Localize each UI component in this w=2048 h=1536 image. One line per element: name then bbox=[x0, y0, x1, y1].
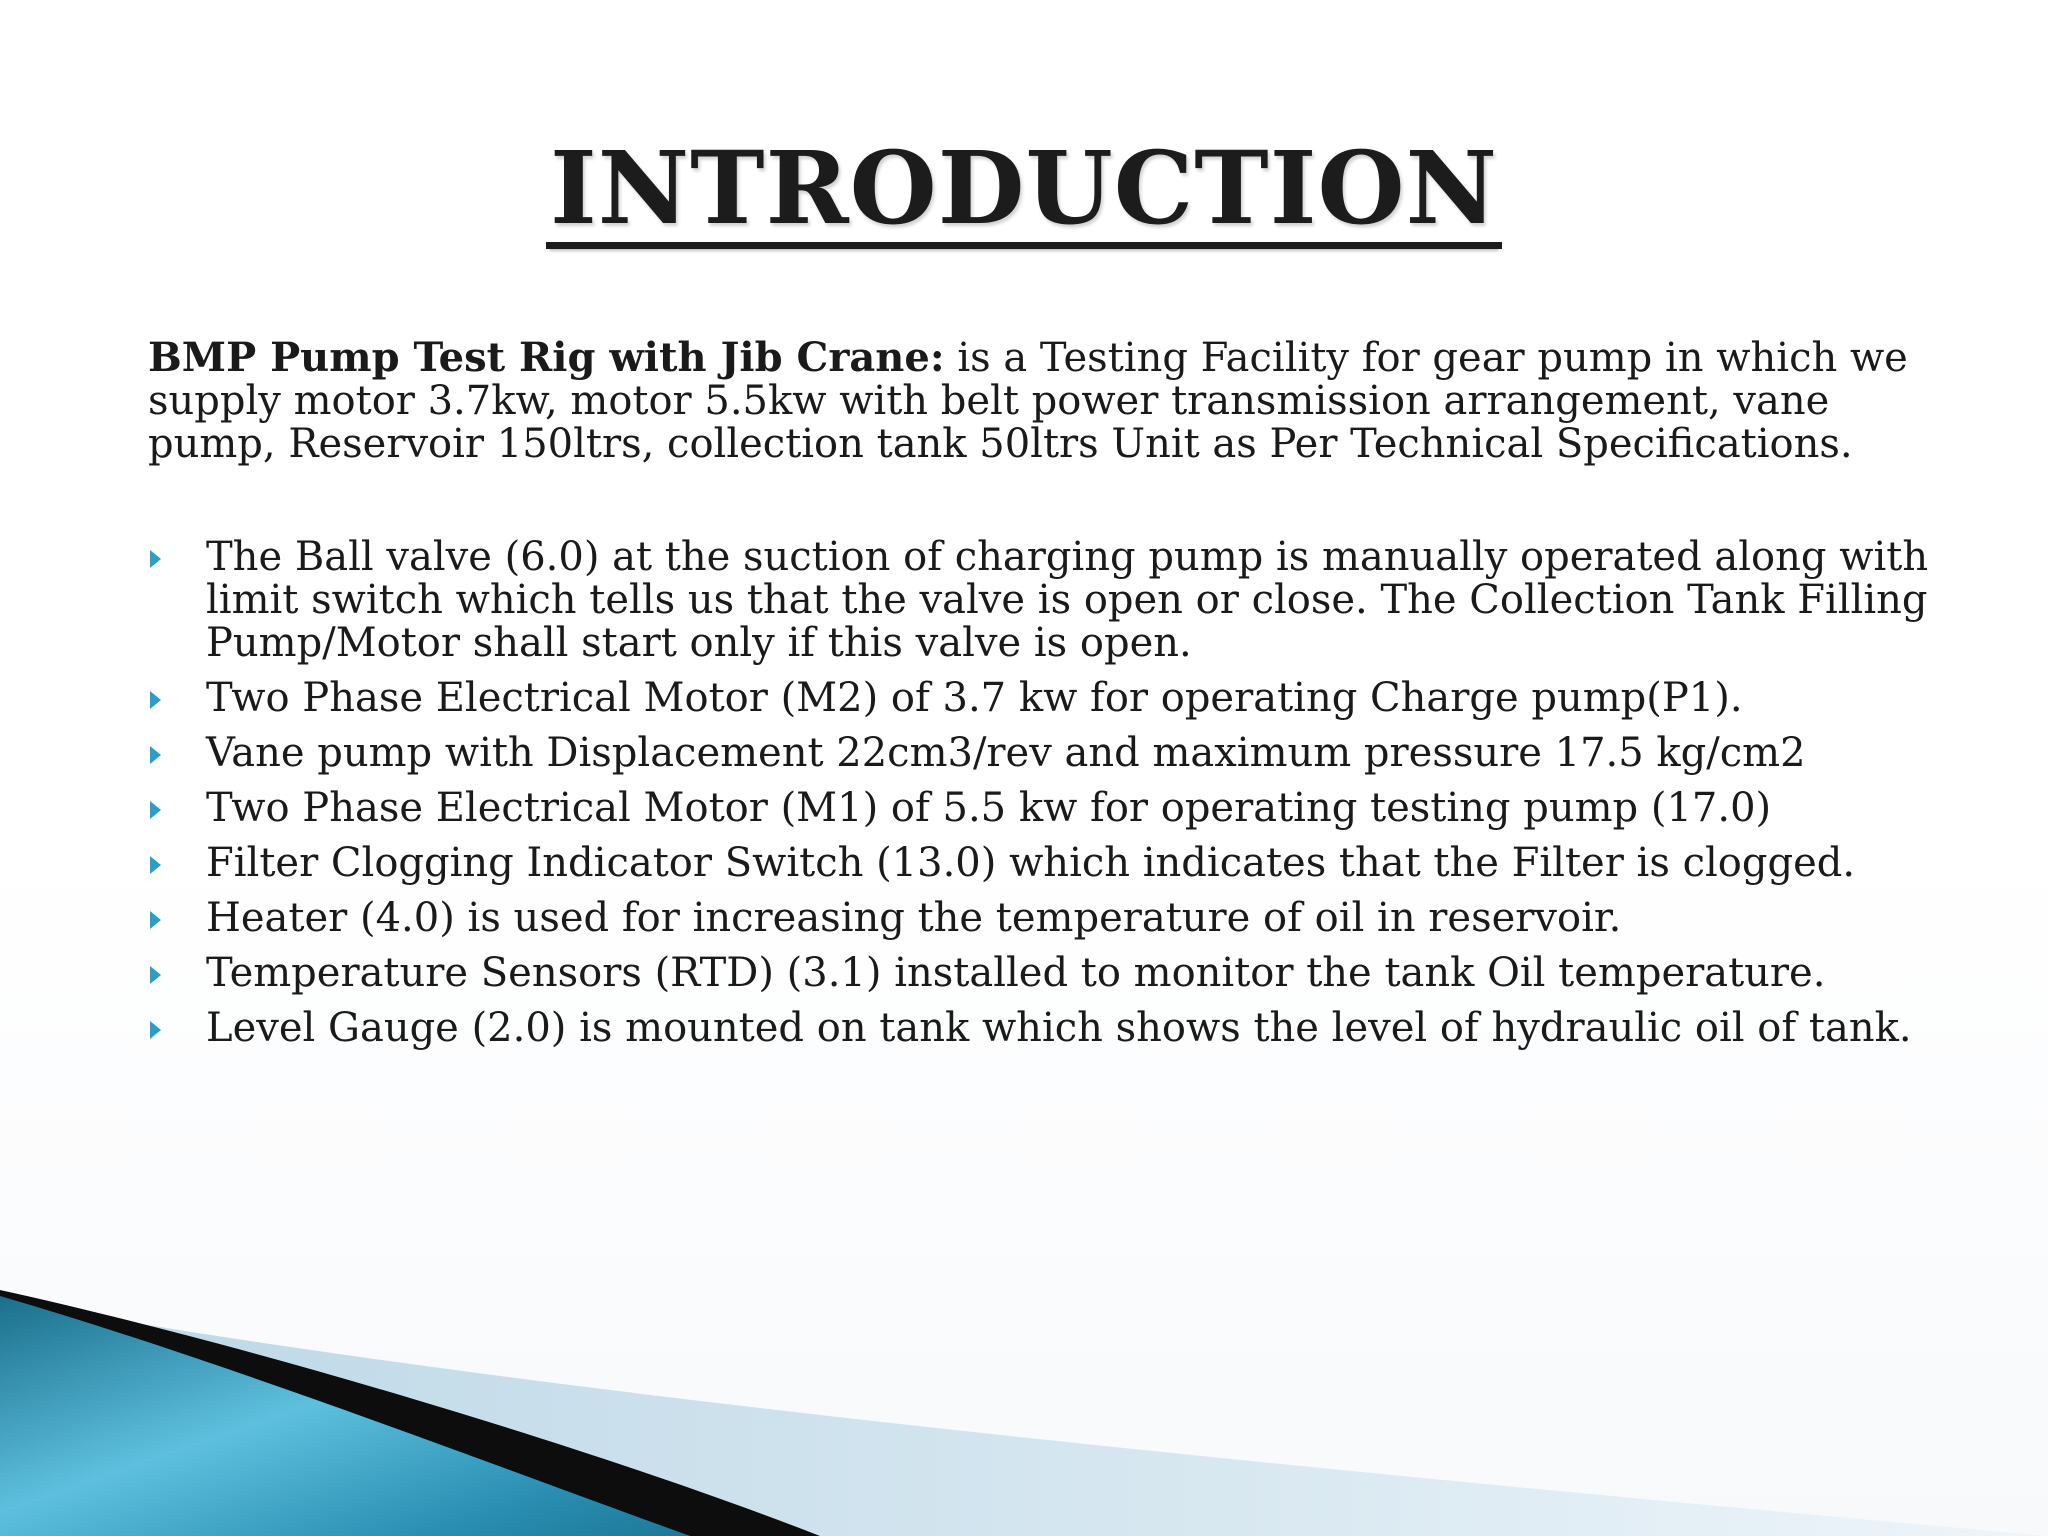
triangle-arrow-icon bbox=[150, 801, 161, 819]
bullet-item bbox=[148, 897, 1948, 940]
triangle-arrow-icon bbox=[150, 746, 161, 764]
bullet-text: The Ball valve (6.0) at the suction of charging pump is manually operated along with limit switch which tells us that the valve is open or close. The Collection Tank Filling Pump/Motor shall start only if this valve is open. bbox=[206, 534, 1929, 666]
slide-title bbox=[0, 129, 2048, 249]
bullet-item bbox=[148, 842, 1948, 885]
triangle-arrow-icon bbox=[150, 966, 161, 984]
bullet-item bbox=[148, 1007, 1948, 1050]
bullet-item bbox=[148, 677, 1948, 720]
triangle-arrow-icon bbox=[150, 911, 161, 929]
intro-text: is a Testing Facility for gear pump in which we supply motor 3.7kw, motor 5.5kw with belt power transmission arrangement, vane pump, Reservoir 150ltrs, collection tank 50ltrs Unit as Per Technical Specifications. bbox=[148, 335, 1908, 467]
bullet-text: Filter Clogging Indicator Switch (13.0) which indicates that the Filter is clogged. bbox=[206, 840, 1856, 886]
bullet-text: Vane pump with Displacement 22cm3/rev and maximum pressure 17.5 kg/cm2 bbox=[206, 730, 1806, 776]
triangle-arrow-icon bbox=[150, 1021, 161, 1039]
bullet-text: Level Gauge (2.0) is mounted on tank which shows the level of hydraulic oil of tank. bbox=[206, 1005, 1912, 1051]
slide-title-text: INTRODUCTION bbox=[546, 138, 1502, 249]
bullet-text: Two Phase Electrical Motor (M2) of 3.7 kw for operating Charge pump(P1). bbox=[206, 675, 1743, 721]
intro-paragraph bbox=[148, 336, 1948, 466]
bullet-text: Heater (4.0) is used for increasing the temperature of oil in reservoir. bbox=[206, 895, 1622, 941]
bullet-text: Two Phase Electrical Motor (M1) of 5.5 kw for operating testing pump (17.0) bbox=[206, 785, 1772, 831]
bullet-text: Temperature Sensors (RTD) (3.1) installed to monitor the tank Oil temperature. bbox=[206, 950, 1826, 996]
triangle-arrow-icon bbox=[150, 550, 161, 568]
corner-swoosh-decoration bbox=[0, 1240, 2048, 1536]
bullet-item bbox=[148, 536, 1948, 665]
bullet-item bbox=[148, 732, 1948, 775]
triangle-arrow-icon bbox=[150, 856, 161, 874]
triangle-arrow-icon bbox=[150, 691, 161, 709]
bullet-list bbox=[148, 536, 1948, 1062]
intro-bold-lead: BMP Pump Test Rig with Jib Crane: bbox=[148, 334, 945, 381]
bullet-item bbox=[148, 787, 1948, 830]
bullet-item bbox=[148, 952, 1948, 995]
